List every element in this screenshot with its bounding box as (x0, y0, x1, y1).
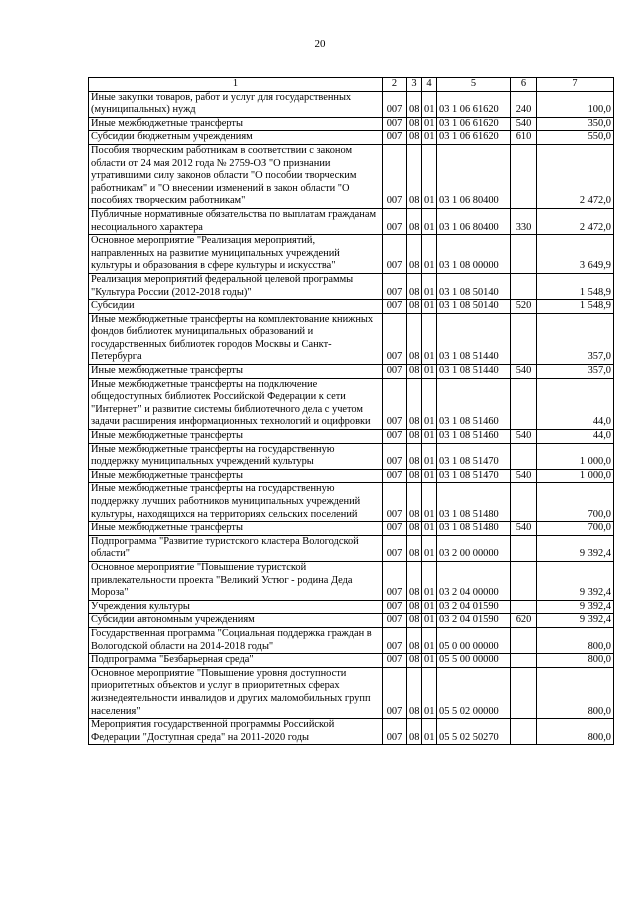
row-target-code: 03 1 08 51440 (437, 313, 511, 364)
row-name-cell: Публичные нормативные обязательства по выплатам гражданам несоциального характера (89, 208, 383, 234)
row-section-code: 007 (383, 443, 407, 469)
row-subchapter-code: 01 (422, 378, 437, 429)
row-subchapter-code: 01 (422, 430, 437, 444)
row-section-code: 007 (383, 378, 407, 429)
row-subchapter-code: 01 (422, 131, 437, 145)
table-row (89, 443, 614, 469)
row-section-code: 007 (383, 522, 407, 536)
table-row (89, 144, 614, 208)
row-chapter-code: 08 (407, 600, 422, 614)
row-name-cell: Пособия творческим работникам в соответствии с законом области от 24 мая 2012 года № 2759-ОЗ "О признании утратившими силу законов области "О пособии творческим работникам" и "О внесении изменений в закон области "О пособиях творческим работникам" (89, 144, 383, 208)
row-subchapter-code: 01 (422, 600, 437, 614)
row-expense-type-code (511, 313, 537, 364)
budget-table (88, 77, 614, 745)
table-row (89, 522, 614, 536)
table-row (89, 627, 614, 653)
row-target-code: 03 1 08 51460 (437, 378, 511, 429)
row-target-code: 05 5 02 50270 (437, 719, 511, 745)
row-amount: 2 472,0 (537, 144, 614, 208)
row-expense-type-code: 240 (511, 91, 537, 117)
row-name-cell: Иные межбюджетные трансферты на подключение общедоступных библиотек Российской Федерации к сети "Интернет" и развитие системы библиотечного дела с учетом задачи расширения информационных технологий и оцифровки (89, 378, 383, 429)
table-row (89, 313, 614, 364)
row-target-code: 03 2 00 00000 (437, 535, 511, 561)
row-subchapter-code: 01 (422, 365, 437, 379)
row-expense-type-code (511, 378, 537, 429)
table-row (89, 430, 614, 444)
row-amount: 550,0 (537, 131, 614, 145)
row-amount: 3 649,9 (537, 235, 614, 274)
row-target-code: 03 1 06 61620 (437, 131, 511, 145)
table-row (89, 483, 614, 522)
row-name-cell: Государственная программа "Социальная поддержка граждан в Вологодской области на 2014-2018 годы" (89, 627, 383, 653)
header-col-7: 7 (537, 78, 614, 92)
row-section-code: 007 (383, 430, 407, 444)
row-section-code: 007 (383, 273, 407, 299)
row-target-code: 03 1 08 51470 (437, 469, 511, 483)
row-target-code: 03 1 06 80400 (437, 144, 511, 208)
table-row (89, 300, 614, 314)
row-chapter-code: 08 (407, 235, 422, 274)
row-name-cell: Субсидии бюджетным учреждениям (89, 131, 383, 145)
row-amount: 800,0 (537, 667, 614, 718)
row-amount: 44,0 (537, 430, 614, 444)
row-amount: 9 392,4 (537, 535, 614, 561)
row-section-code: 007 (383, 561, 407, 600)
row-name-cell: Иные межбюджетные трансферты (89, 430, 383, 444)
row-name-cell: Иные межбюджетные трансферты на государственную поддержку лучших работников муниципальных учреждений культуры, находящихся на территориях сельских поселений (89, 483, 383, 522)
row-section-code: 007 (383, 535, 407, 561)
header-col-5: 5 (437, 78, 511, 92)
row-amount: 9 392,4 (537, 600, 614, 614)
row-name-cell: Иные межбюджетные трансферты (89, 365, 383, 379)
row-section-code: 007 (383, 235, 407, 274)
row-expense-type-code (511, 667, 537, 718)
row-subchapter-code: 01 (422, 443, 437, 469)
row-expense-type-code: 540 (511, 469, 537, 483)
table-row (89, 235, 614, 274)
row-expense-type-code (511, 273, 537, 299)
row-target-code: 05 5 00 00000 (437, 654, 511, 668)
row-subchapter-code: 01 (422, 535, 437, 561)
row-chapter-code: 08 (407, 719, 422, 745)
row-target-code: 03 2 04 01590 (437, 614, 511, 628)
row-chapter-code: 08 (407, 91, 422, 117)
row-target-code: 03 1 06 80400 (437, 208, 511, 234)
row-name-cell: Реализация мероприятий федеральной целевой программы "Культура России (2012-2018 годы)" (89, 273, 383, 299)
row-section-code: 007 (383, 667, 407, 718)
header-col-4: 4 (422, 78, 437, 92)
table-row (89, 273, 614, 299)
table-row (89, 365, 614, 379)
row-expense-type-code (511, 535, 537, 561)
table-row (89, 600, 614, 614)
row-subchapter-code: 01 (422, 627, 437, 653)
row-expense-type-code (511, 235, 537, 274)
row-expense-type-code (511, 561, 537, 600)
row-expense-type-code: 610 (511, 131, 537, 145)
row-expense-type-code (511, 443, 537, 469)
row-section-code: 007 (383, 365, 407, 379)
row-amount: 9 392,4 (537, 561, 614, 600)
row-amount: 44,0 (537, 378, 614, 429)
row-section-code: 007 (383, 300, 407, 314)
header-col-2: 2 (383, 78, 407, 92)
row-name-cell: Основное мероприятие "Повышение туристской привлекательности проекта "Великий Устюг - родина Деда Мороза" (89, 561, 383, 600)
row-subchapter-code: 01 (422, 561, 437, 600)
row-name-cell: Подпрограмма "Безбарьерная среда" (89, 654, 383, 668)
table-row (89, 654, 614, 668)
row-subchapter-code: 01 (422, 117, 437, 131)
row-name-cell: Иные межбюджетные трансферты (89, 117, 383, 131)
row-subchapter-code: 01 (422, 144, 437, 208)
row-chapter-code: 08 (407, 300, 422, 314)
row-amount: 1 548,9 (537, 273, 614, 299)
row-chapter-code: 08 (407, 144, 422, 208)
row-chapter-code: 08 (407, 614, 422, 628)
header-col-6: 6 (511, 78, 537, 92)
row-chapter-code: 08 (407, 313, 422, 364)
row-target-code: 03 1 08 51480 (437, 483, 511, 522)
page-number: 20 (314, 38, 326, 50)
row-chapter-code: 08 (407, 535, 422, 561)
row-chapter-code: 08 (407, 365, 422, 379)
row-target-code: 03 1 08 51470 (437, 443, 511, 469)
row-amount: 350,0 (537, 117, 614, 131)
row-section-code: 007 (383, 614, 407, 628)
table-row (89, 131, 614, 145)
row-chapter-code: 08 (407, 561, 422, 600)
row-target-code: 03 1 08 50140 (437, 273, 511, 299)
row-chapter-code: 08 (407, 469, 422, 483)
row-name-cell: Мероприятия государственной программы Российской Федерации "Доступная среда" на 2011-2020 годы (89, 719, 383, 745)
row-target-code: 03 2 04 01590 (437, 600, 511, 614)
row-target-code: 03 1 08 51480 (437, 522, 511, 536)
table-row (89, 561, 614, 600)
row-expense-type-code (511, 654, 537, 668)
row-name-cell: Субсидии автономным учреждениям (89, 614, 383, 628)
row-amount: 700,0 (537, 483, 614, 522)
row-chapter-code: 08 (407, 654, 422, 668)
row-amount: 1 548,9 (537, 300, 614, 314)
row-subchapter-code: 01 (422, 654, 437, 668)
row-section-code: 007 (383, 719, 407, 745)
row-expense-type-code: 540 (511, 522, 537, 536)
row-chapter-code: 08 (407, 273, 422, 299)
row-expense-type-code: 540 (511, 117, 537, 131)
row-chapter-code: 08 (407, 627, 422, 653)
row-subchapter-code: 01 (422, 300, 437, 314)
row-amount: 800,0 (537, 654, 614, 668)
row-subchapter-code: 01 (422, 522, 437, 536)
row-section-code: 007 (383, 654, 407, 668)
row-subchapter-code: 01 (422, 313, 437, 364)
row-chapter-code: 08 (407, 430, 422, 444)
row-section-code: 007 (383, 600, 407, 614)
row-expense-type-code (511, 719, 537, 745)
row-chapter-code: 08 (407, 483, 422, 522)
row-subchapter-code: 01 (422, 273, 437, 299)
row-chapter-code: 08 (407, 131, 422, 145)
row-section-code: 007 (383, 144, 407, 208)
row-chapter-code: 08 (407, 378, 422, 429)
row-target-code: 05 0 00 00000 (437, 627, 511, 653)
row-section-code: 007 (383, 131, 407, 145)
table-row (89, 208, 614, 234)
row-amount: 1 000,0 (537, 469, 614, 483)
row-chapter-code: 08 (407, 443, 422, 469)
row-target-code: 03 1 08 50140 (437, 300, 511, 314)
row-section-code: 007 (383, 208, 407, 234)
row-subchapter-code: 01 (422, 667, 437, 718)
row-expense-type-code: 330 (511, 208, 537, 234)
row-chapter-code: 08 (407, 208, 422, 234)
table-row (89, 667, 614, 718)
row-target-code: 05 5 02 00000 (437, 667, 511, 718)
row-amount: 9 392,4 (537, 614, 614, 628)
table-row (89, 469, 614, 483)
row-name-cell: Подпрограмма "Развитие туристского кластера Вологодской области" (89, 535, 383, 561)
table-row (89, 535, 614, 561)
table-header-row (89, 78, 614, 92)
header-col-3: 3 (407, 78, 422, 92)
header-col-1: 1 (89, 78, 383, 92)
row-amount: 357,0 (537, 365, 614, 379)
row-target-code: 03 1 06 61620 (437, 117, 511, 131)
row-section-code: 007 (383, 91, 407, 117)
row-name-cell: Субсидии (89, 300, 383, 314)
row-name-cell: Основное мероприятие "Повышение уровня доступности приоритетных объектов и услуг в приоритетных сферах жизнедеятельности инвалидов и других маломобильных групп населения" (89, 667, 383, 718)
table-row (89, 614, 614, 628)
row-expense-type-code (511, 483, 537, 522)
row-subchapter-code: 01 (422, 235, 437, 274)
row-expense-type-code (511, 627, 537, 653)
row-amount: 100,0 (537, 91, 614, 117)
row-expense-type-code: 620 (511, 614, 537, 628)
row-name-cell: Иные закупки товаров, работ и услуг для государственных (муниципальных) нужд (89, 91, 383, 117)
row-name-cell: Основное мероприятие "Реализация мероприятий, направленных на развитие муниципальных учреждений культуры и образования в сфере культуры и искусства" (89, 235, 383, 274)
row-name-cell: Иные межбюджетные трансферты на государственную поддержку муниципальных учреждений культуры (89, 443, 383, 469)
table-row (89, 117, 614, 131)
row-name-cell: Учреждения культуры (89, 600, 383, 614)
row-chapter-code: 08 (407, 117, 422, 131)
row-chapter-code: 08 (407, 522, 422, 536)
row-section-code: 007 (383, 483, 407, 522)
table-row (89, 719, 614, 745)
table-row (89, 91, 614, 117)
table-row (89, 378, 614, 429)
row-target-code: 03 1 08 51460 (437, 430, 511, 444)
row-amount: 2 472,0 (537, 208, 614, 234)
row-name-cell: Иные межбюджетные трансферты (89, 522, 383, 536)
row-expense-type-code (511, 600, 537, 614)
row-chapter-code: 08 (407, 667, 422, 718)
row-amount: 357,0 (537, 313, 614, 364)
row-section-code: 007 (383, 627, 407, 653)
row-subchapter-code: 01 (422, 614, 437, 628)
row-amount: 700,0 (537, 522, 614, 536)
row-section-code: 007 (383, 469, 407, 483)
row-amount: 1 000,0 (537, 443, 614, 469)
row-amount: 800,0 (537, 719, 614, 745)
table-body (89, 91, 614, 745)
row-subchapter-code: 01 (422, 208, 437, 234)
row-target-code: 03 1 06 61620 (437, 91, 511, 117)
row-subchapter-code: 01 (422, 91, 437, 117)
row-name-cell: Иные межбюджетные трансферты (89, 469, 383, 483)
row-expense-type-code (511, 144, 537, 208)
row-target-code: 03 1 08 51440 (437, 365, 511, 379)
row-name-cell: Иные межбюджетные трансферты на комплектование книжных фондов библиотек муниципальных образований и государственных библиотек городов Москвы и Санкт-Петербурга (89, 313, 383, 364)
row-amount: 800,0 (537, 627, 614, 653)
row-expense-type-code: 540 (511, 430, 537, 444)
row-subchapter-code: 01 (422, 483, 437, 522)
row-section-code: 007 (383, 313, 407, 364)
row-expense-type-code: 520 (511, 300, 537, 314)
row-subchapter-code: 01 (422, 469, 437, 483)
row-target-code: 03 1 08 00000 (437, 235, 511, 274)
row-target-code: 03 2 04 00000 (437, 561, 511, 600)
row-expense-type-code: 540 (511, 365, 537, 379)
row-section-code: 007 (383, 117, 407, 131)
row-subchapter-code: 01 (422, 719, 437, 745)
